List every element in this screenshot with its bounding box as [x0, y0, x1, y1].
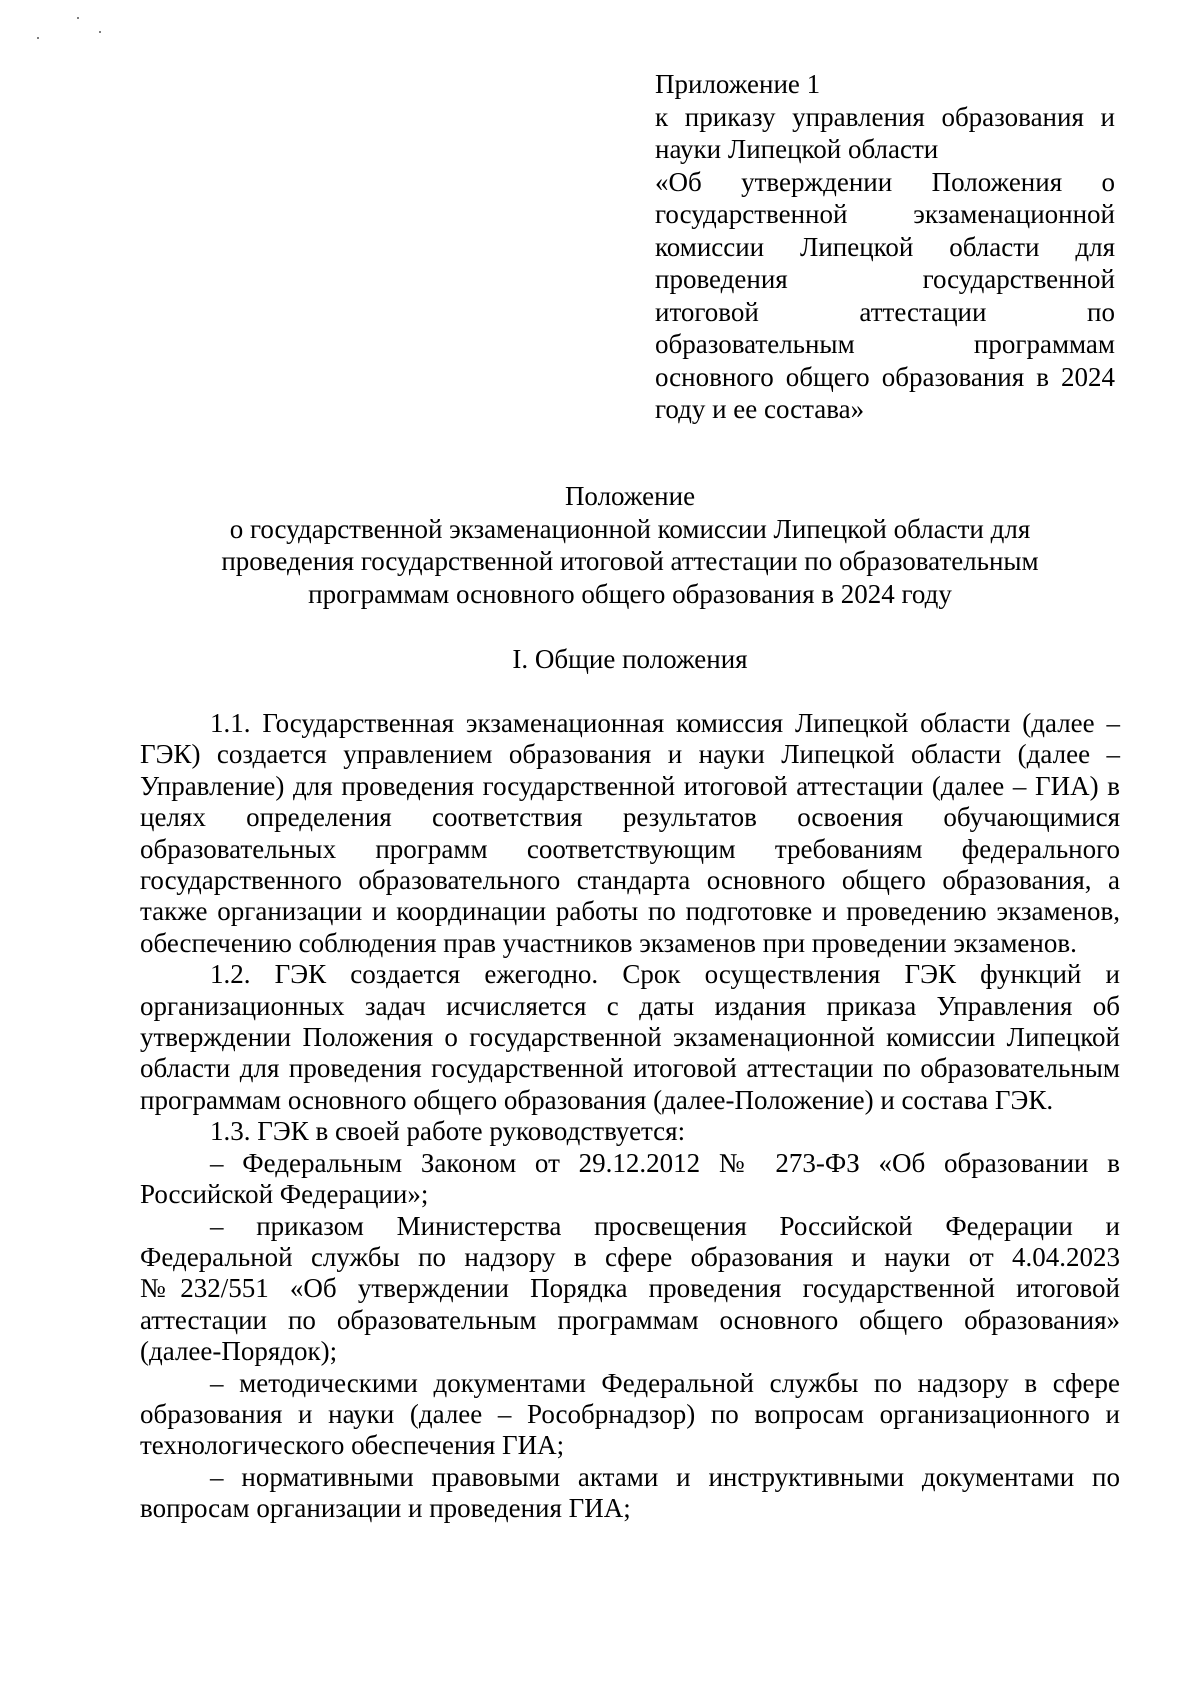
list-item-methodical-docs: – методическими документами Федеральной службы по надзору в сфере образования и науки (далее – Рособрнадзор) по вопросам организационного и технологического обеспечения ГИА;	[140, 1367, 1120, 1461]
appendix-line: образовательным программам	[655, 329, 1115, 359]
appendix-line: проведения государственной	[655, 264, 1115, 294]
title-line: о государственной экзаменационной комиссии Липецкой области для	[229, 513, 1031, 544]
appendix-line: основного общего образования в 2024	[655, 361, 1115, 392]
document-title	[140, 480, 1120, 610]
scan-artifact-dots	[30, 10, 130, 50]
appendix-line: итоговой аттестации по	[655, 296, 1115, 327]
paragraph-1-2: 1.2. ГЭК создается ежегодно. Срок осуществления ГЭК функций и организационных задач исчисляется с даты издания приказа Управления об утверждении Положения о государственной экзаменационной комиссии Липецкой области для проведения государственной итоговой аттестации по образовательным программам основного общего образования (далее-Положение) и состава ГЭК.	[140, 959, 1120, 1115]
appendix-line: «Об утверждении Положения о	[655, 166, 1115, 197]
appendix-line: году и ее состава»	[655, 394, 865, 424]
list-item-legal-acts: – нормативными правовыми актами и инструктивными документами по вопросам организации и проведения ГИА;	[140, 1461, 1120, 1524]
document-body	[140, 708, 1120, 1525]
paragraph-1-3: 1.3. ГЭК в своей работе руководствуется:	[210, 1116, 686, 1147]
section-heading: I. Общие положения	[512, 644, 748, 674]
appendix-line: к приказу управления образования и	[655, 101, 1115, 132]
paragraph-1-1: 1.1. Государственная экзаменационная комиссия Липецкой области (далее – ГЭК) создается управлением образования и науки Липецкой области (далее – Управление) для проведения государственной итоговой аттестации (далее – ГИА) в целях определения соответствия результатов освоения обучающимися образовательных программ соответствующим требованиям федерального государственного образовательного стандарта основного общего образования, а также организации и координации работы по подготовке и проведению экзаменов, обеспечению соблюдения прав участников экзаменов при проведении экзаменов.	[140, 708, 1120, 958]
appendix-line: науки Липецкой области	[655, 134, 939, 164]
appendix-line: государственной экзаменационной	[655, 199, 1115, 229]
appendix-line: комиссии Липецкой области для	[655, 231, 1115, 262]
title-line: программам основного общего образования в 2024 году	[308, 578, 952, 609]
appendix-header	[655, 68, 1115, 426]
title-line: проведения государственной итоговой аттестации по образовательным	[221, 546, 1039, 576]
title-heading: Положение	[564, 481, 696, 511]
list-item-federal-law: – Федеральным Законом от 29.12.2012 № 273-ФЗ «Об образовании в Российской Федерации»;	[140, 1147, 1120, 1210]
appendix-line: Приложение 1	[655, 69, 821, 99]
list-item-ministry-order: – приказом Министерства просвещения Российской Федерации и Федеральной службы по надзору в сфере образования и науки от 4.04.2023 №232/551 «Об утверждении Порядка проведения государственной итоговой аттестации по образовательным программам основного общего образования» (далее-Порядок);	[140, 1210, 1120, 1367]
